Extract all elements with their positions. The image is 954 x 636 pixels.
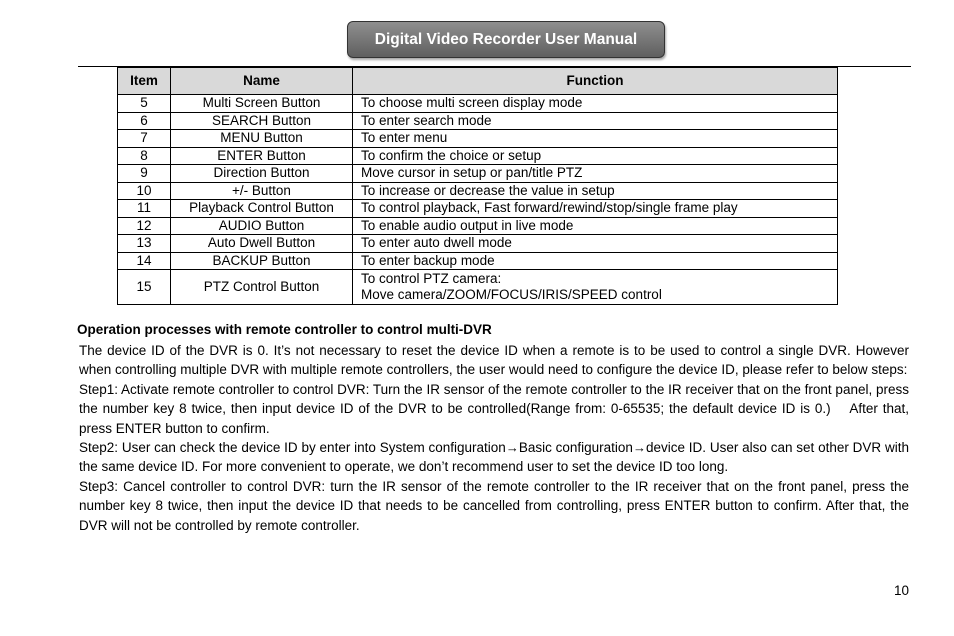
name-cell: MENU Button: [171, 130, 353, 148]
name-cell: Direction Button: [171, 165, 353, 183]
name-cell: BACKUP Button: [171, 252, 353, 270]
function-cell: To enter auto dwell mode: [353, 235, 838, 253]
item-cell: 10: [118, 182, 171, 200]
arrow-right-icon: →: [505, 440, 519, 456]
intro-paragraph: The device ID of the DVR is 0. It’s not necessary to reset the device ID when a remote is to be used to control a single DVR. However when controlling multiple DVR with multiple remote controllers, the user would need to configure the device ID, please refer to below steps:: [79, 343, 909, 378]
name-cell: ENTER Button: [171, 147, 353, 165]
button-function-table: [117, 67, 838, 305]
function-cell: To enter backup mode: [353, 252, 838, 270]
table-row: [118, 165, 838, 183]
table-row: [118, 270, 838, 305]
table-row: [118, 235, 838, 253]
column-header-name: Name: [171, 68, 353, 95]
function-cell: To enter search mode: [353, 112, 838, 130]
name-cell: PTZ Control Button: [171, 270, 353, 305]
table-row: [118, 182, 838, 200]
table-row: [118, 147, 838, 165]
manual-title: Digital Video Recorder User Manual: [374, 30, 638, 48]
table-row: [118, 200, 838, 218]
name-cell: Multi Screen Button: [171, 95, 353, 113]
name-cell: Playback Control Button: [171, 200, 353, 218]
arrow-right-icon: →: [632, 440, 646, 456]
item-cell: 15: [118, 270, 171, 305]
table-row: [118, 217, 838, 235]
function-cell: [353, 270, 838, 305]
page-number: 10: [893, 583, 909, 598]
step3-paragraph: Step3: Cancel controller to control DVR: turn the IR sensor of the remote controller to the IR receiver that on the front panel, press the number key 8 twice, then input the device ID that needs to be cancelled from controlling, press ENTER button to confirm. After that, the DVR will not be controlled by remote controller.: [79, 478, 909, 533]
item-cell: 11: [118, 200, 171, 218]
table-row: [118, 95, 838, 113]
name-cell: +/- Button: [171, 182, 353, 200]
item-cell: 13: [118, 235, 171, 253]
function-cell: To control playback, Fast forward/rewind/stop/single frame play: [353, 200, 838, 218]
step2-text: Basic configuration: [518, 440, 633, 456]
function-cell: To enable audio output in live mode: [353, 217, 838, 235]
name-cell: Auto Dwell Button: [171, 235, 353, 253]
section-body: [79, 341, 909, 535]
step2-text: Step2: User can check the device ID by enter into System configuration: [79, 440, 506, 456]
section-heading: Operation processes with remote controller to control multi-DVR: [77, 322, 492, 337]
item-cell: 9: [118, 165, 171, 183]
column-header-function: Function: [353, 68, 838, 95]
function-cell: To confirm the choice or setup: [353, 147, 838, 165]
item-cell: 12: [118, 217, 171, 235]
function-cell: To increase or decrease the value in setup: [353, 182, 838, 200]
step1-paragraph: Step1: Activate remote controller to control DVR: Turn the IR sensor of the remote controller to the IR receiver that on the front panel, press the number key 8 twice, then input device ID of the DVR to be controlled(Range from: 0-65535; the default device ID is 0.) After that, press ENTER button to confirm.: [79, 381, 909, 436]
table-row: [118, 252, 838, 270]
item-cell: 7: [118, 130, 171, 148]
step2-paragraph: [79, 438, 909, 477]
item-cell: 14: [118, 252, 171, 270]
table-row: [118, 112, 838, 130]
function-cell: To choose multi screen display mode: [353, 95, 838, 113]
manual-title-badge: [347, 21, 665, 58]
table-header-row: [118, 68, 838, 95]
step2-text: device ID. User also can set other DVR with the same device ID. For more convenient to operate, we don’t recommend user to set the device ID too long.: [79, 440, 909, 475]
name-cell: AUDIO Button: [171, 217, 353, 235]
table-row: [118, 130, 838, 148]
column-header-item: Item: [118, 68, 171, 95]
function-cell: To enter menu: [353, 130, 838, 148]
item-cell: 8: [118, 147, 171, 165]
function-cell: Move cursor in setup or pan/title PTZ: [353, 165, 838, 183]
name-cell: SEARCH Button: [171, 112, 353, 130]
function-line: To control PTZ camera:: [361, 271, 502, 286]
item-cell: 6: [118, 112, 171, 130]
item-cell: 5: [118, 95, 171, 113]
function-line: Move camera/ZOOM/FOCUS/IRIS/SPEED control: [361, 287, 662, 302]
